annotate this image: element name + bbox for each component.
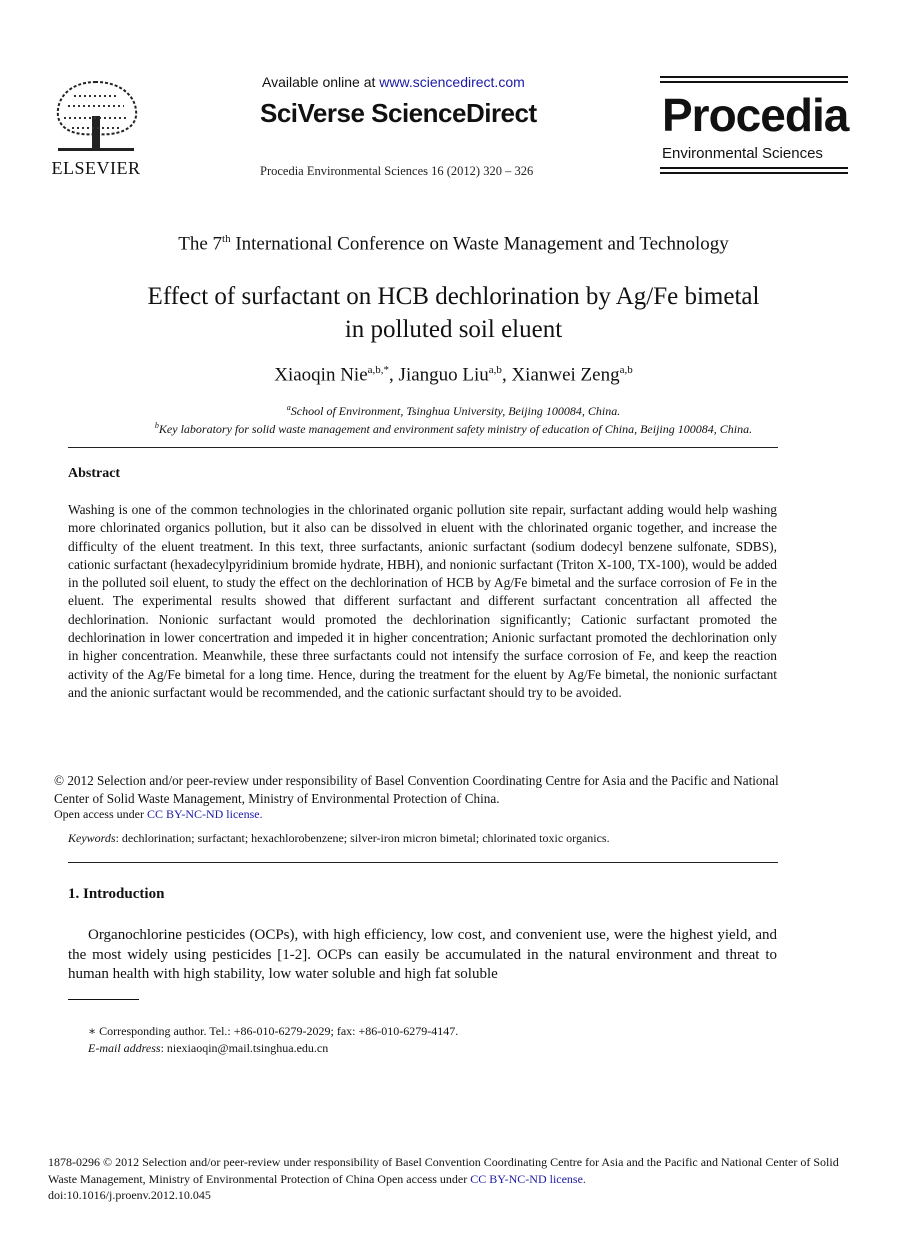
divider: [68, 447, 778, 448]
keywords-list: : dechlorination; surfactant; hexachlorobenzene; silver-iron micron bimetal; chlorinated toxic organics.: [115, 831, 610, 845]
platform-name: SciVerse ScienceDirect: [260, 98, 537, 128]
journal-reference: Procedia Environmental Sciences 16 (2012) 320 – 326: [260, 164, 534, 178]
author-name: Xianwei Zeng: [511, 364, 620, 386]
email-note: E-mail address: niexiaoqin@mail.tsinghua.edu.cn: [88, 1041, 329, 1055]
open-access-line: Open access under CC BY-NC-ND license.: [54, 807, 263, 821]
author-name: Xiaoqin Nie: [274, 364, 368, 386]
abstract-body: Washing is one of the common technologies in the chlorinated organic pollution site repair, surfactant adding would help washing more chlorinated organics pollution, but it also can be dissolved in eluent with the chlorinated organic together, and increase the difficulty of the eluent treatment. In this text, three surfactants, anionic surfactant (sodium dodecyl benzene sulfonate, SDBS), cationic surfactant (hexadecylpyridinium bromide hydrate, HBH), and nonionic surfactant (Triton X-100, TX-100), would be added in the polluted soil eluent, to study the effect on the dechlorination of HCB by Ag/Fe bimetal and the surface corrosion of Fe in the eluent. The experimental results showed that different surfactant and different surfactant concentration all affected the dechlorination. Nonionic surfactant would promoted the dechlorination significantly; Cationic surfactant promoted the dechlorination in lower concertration and impeded it in higher concentration; Anionic surfactant promoted the dechlorination only in higher concentration. Meanwhile, these three surfactants could not intensify the surface corrosion of Fe, and keep the reaction activity of the Ag/Fe bimetal for a long time. Hence, during the treatment for the eluent by Ag/Fe bimetal, the nonionic surfactant and the anionic surfactant would be recommended, and the cationic surfactant should try to be avoided.: [68, 502, 777, 700]
paper-title: [40, 280, 867, 346]
footnote-divider: [68, 999, 139, 1000]
keywords: [68, 831, 610, 846]
elsevier-tree-icon: [50, 76, 142, 156]
available-prefix: Available online at: [262, 74, 376, 90]
keywords-label: Keywords: [68, 831, 116, 845]
divider: [68, 862, 778, 863]
publisher-name: ELSEVIER: [51, 158, 141, 178]
procedia-logo: [660, 76, 848, 176]
title-line-1: Effect of surfactant on HCB dechlorination by Ag/Fe bimetal: [147, 283, 760, 310]
author-list: Xiaoqin Nie$^{a,b,*}$, Jianguo Liu$^{a,b}$, Xianwei Zeng$^{a,b}$: [274, 364, 633, 386]
abstract-heading: Abstract: [68, 466, 121, 481]
affiliation-a: $^a$School of Environment, Tsinghua University, Beijing 100084, China.: [286, 403, 621, 418]
footer-license-link[interactable]: CC BY-NC-ND license.: [470, 1171, 586, 1186]
corresponding-author-note: ∗ Corresponding author. Tel.: +86-010-6279-2029; fax: +86-010-6279-4147.: [88, 1024, 459, 1038]
page-footer: 1878-0296 © 2012 Selection and/or peer-review under responsibility of Basel Convention Coordinating Centre for Asia and the Pacific and National Center of Solid Waste Management, Ministry of Environmental Protection of China Open access under CC BY-NC-ND license. doi:10.1016/j.proenv.2012.10.045: [48, 1155, 839, 1202]
title-line-2: in polluted soil eluent: [344, 316, 563, 343]
copyright-notice: © 2012 Selection and/or peer-review under responsibility of Basel Convention Coordinating Centre for Asia and the Pacific and National Center of Solid Waste Management, Ministry of Environmental Protection of China.: [54, 773, 779, 806]
affiliation-b: $^b$Key laboratory for solid waste management and environment safety ministry of education of China, Beijing 100084, China.: [154, 421, 753, 436]
elsevier-logo: [50, 76, 142, 176]
sciencedirect-link[interactable]: www.sciencedirect.com: [379, 74, 525, 90]
license-link[interactable]: CC BY-NC-ND license.: [146, 807, 263, 821]
availability-line: [262, 74, 525, 90]
doi: doi:10.1016/j.proenv.2012.10.045: [48, 1188, 211, 1202]
intro-paragraph: Organochlorine pesticides (OCPs), with high efficiency, low cost, and convenient use, were the highest yield, and the most widely using pesticides [1-2]. OCPs can easily be accumulated in the natural environment and threat to human health with high stability, low water soluble and high fat soluble: [68, 927, 777, 983]
conference-name: The 7th International Conference on Waste Management and Technology: [178, 233, 729, 255]
section-heading: 1. Introduction: [68, 886, 165, 902]
author-name: Jianguo Liu: [398, 364, 489, 386]
journal-subtitle: Environmental Sciences: [662, 145, 823, 162]
journal-brand: Procedia: [662, 89, 849, 141]
